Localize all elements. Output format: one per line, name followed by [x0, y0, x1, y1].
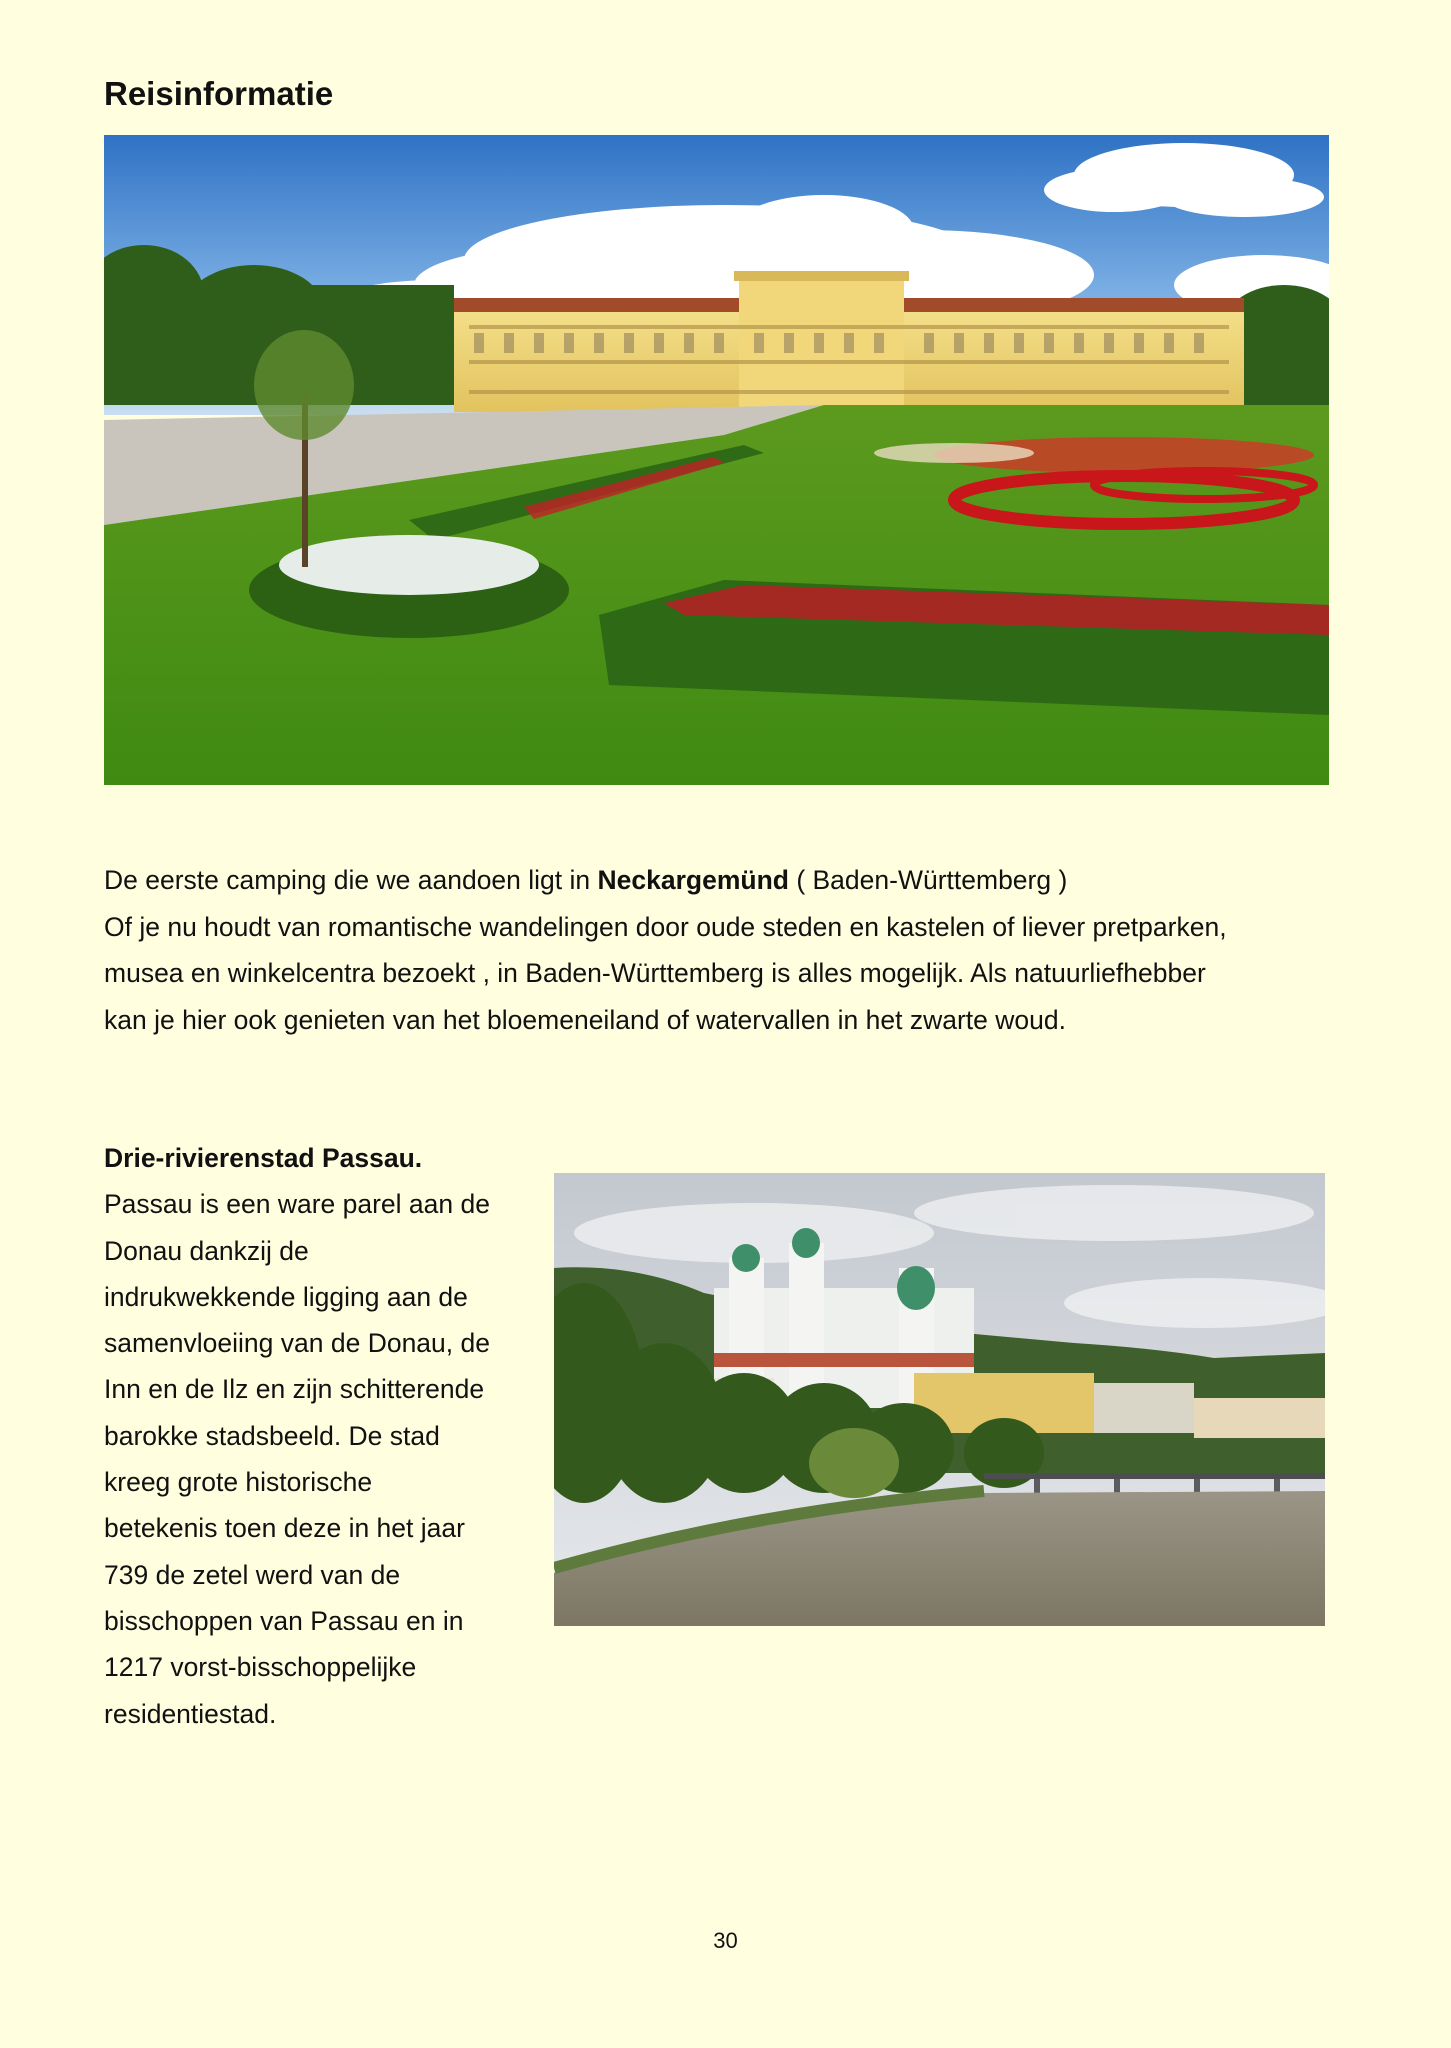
passau-line: Inn en de Ilz en zijn schitterende — [104, 1374, 485, 1405]
passau-heading: Drie-rivierenstad Passau. — [104, 1143, 423, 1173]
page-title: Reisinformatie — [104, 75, 334, 112]
passau-line: barokke stadsbeeld. De stad — [104, 1420, 440, 1451]
passau-line: betekenis toen deze in het jaar — [104, 1513, 465, 1544]
camping-location: Neckargemünd — [597, 865, 789, 895]
palace-garden-photo — [104, 135, 1329, 785]
passau-line: 739 de zetel werd van de — [104, 1559, 401, 1590]
passau-line: samenvloeiing van de Donau, de — [104, 1328, 490, 1359]
passau-line: Donau dankzij de — [104, 1235, 309, 1266]
intro-line-4: kan je hier ook genieten van het bloemeneiland of watervallen in het zwarte woud. — [104, 1004, 1066, 1035]
intro-line-1-start: De eerste camping die we aandoen ligt in — [104, 865, 598, 895]
passau-line: 1217 vorst-bisschoppelijke residentiestad. — [104, 1652, 417, 1729]
passau-river-photo — [554, 1173, 1325, 1626]
intro-paragraph — [104, 857, 1364, 1043]
passau-section — [104, 1135, 544, 1737]
passau-line: kreeg grote historische — [104, 1467, 373, 1498]
intro-line-1-end: ( Baden-Württemberg ) — [788, 865, 1068, 895]
passau-line: bisschoppen van Passau en in — [104, 1605, 464, 1636]
intro-line-3: musea en winkelcentra bezoekt , in Baden-Württemberg is alles mogelijk. Als natuurliefhebber — [104, 958, 1206, 988]
passau-line: indrukwekkende ligging aan de — [104, 1281, 468, 1312]
passau-line: Passau is een ware parel aan de — [104, 1189, 490, 1220]
page-number: 30 — [713, 1928, 738, 1953]
intro-line-2: Of je nu houdt van romantische wandelingen door oude steden en kastelen of liever pretparken, — [104, 911, 1227, 942]
